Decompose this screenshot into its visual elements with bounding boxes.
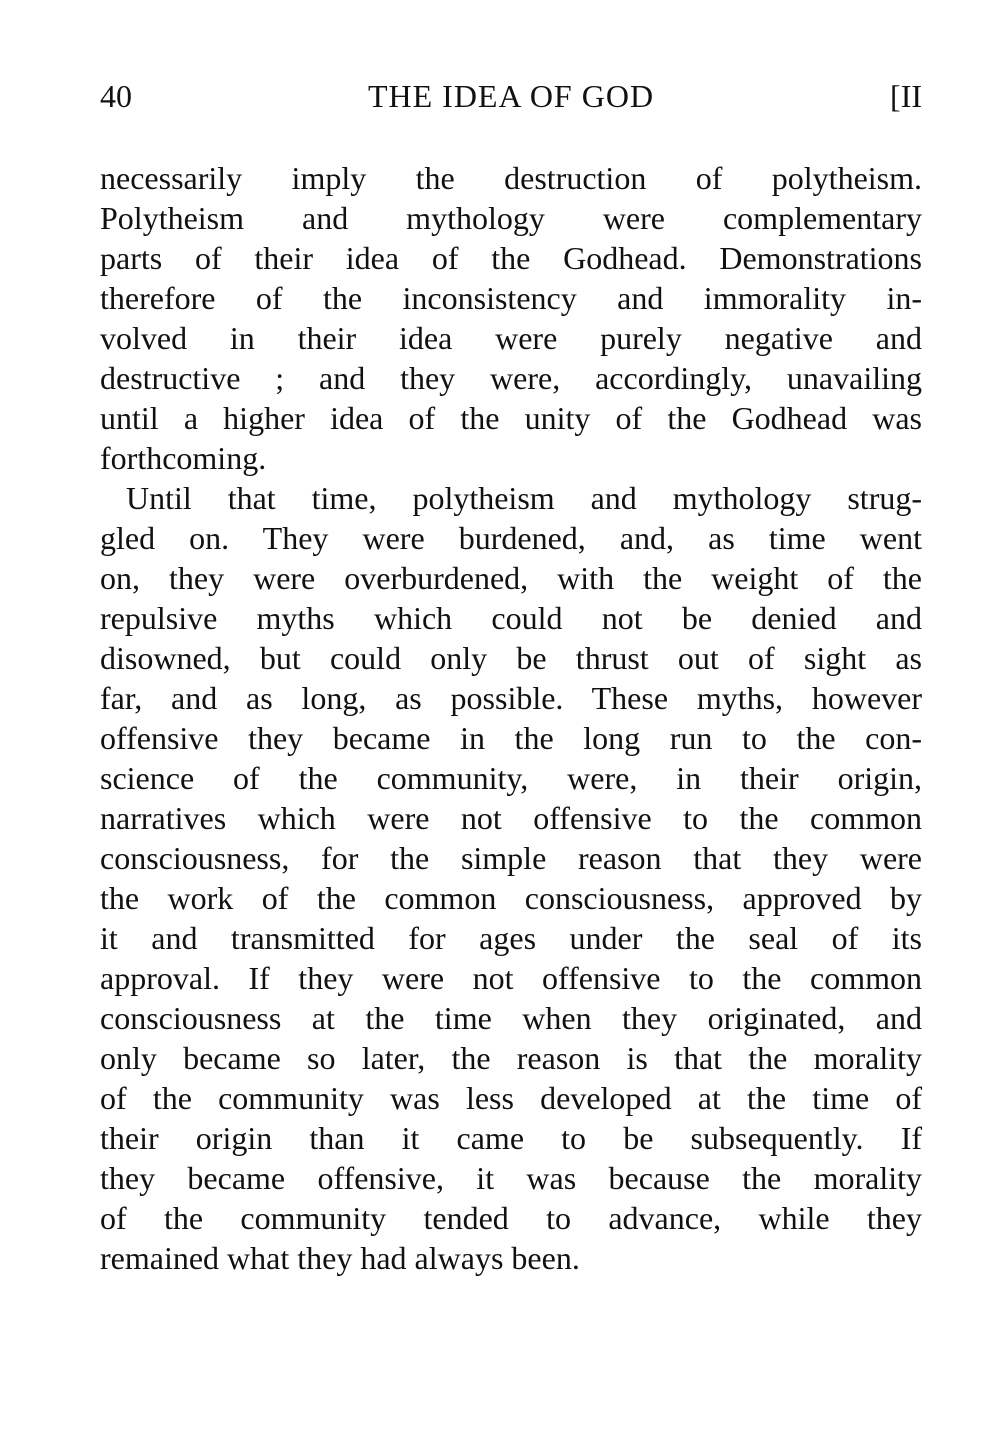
text-line: forthcoming. — [100, 440, 267, 476]
text-line: it and transmitted for ages under the seal of its — [100, 920, 922, 956]
paragraph — [100, 158, 922, 478]
text-line: until a higher idea of the unity of the Godhead was — [100, 400, 922, 436]
running-header — [100, 78, 922, 122]
paragraph — [100, 478, 922, 1278]
text-line: remained what they had always been. — [100, 1240, 580, 1276]
text-line: far, and as long, as possible. These myths, however — [100, 680, 922, 716]
text-line: volved in their idea were purely negative and — [100, 320, 922, 356]
chapter-marker: [II — [890, 78, 922, 114]
text-line: consciousness, for the simple reason that they were — [100, 840, 922, 876]
text-line: therefore of the inconsistency and immorality in- — [100, 280, 922, 316]
text-line: Until that time, polytheism and mythology strug- — [126, 480, 922, 516]
text-line: the work of the common consciousness, approved by — [100, 880, 922, 916]
text-line: consciousness at the time when they originated, and — [100, 1000, 922, 1036]
text-line: gled on. They were burdened, and, as time went — [100, 520, 922, 556]
text-line: narratives which were not offensive to the common — [100, 800, 922, 836]
text-line: necessarily imply the destruction of polytheism. — [100, 160, 922, 196]
text-line: Polytheism and mythology were complementary — [100, 200, 922, 236]
text-line: science of the community, were, in their origin, — [100, 760, 922, 796]
text-line: repulsive myths which could not be denied and — [100, 600, 922, 636]
running-title: THE IDEA OF GOD — [367, 78, 655, 114]
text-line: offensive they became in the long run to the con- — [100, 720, 922, 756]
text-line: on, they were overburdened, with the weight of the — [100, 560, 922, 596]
text-line: only became so later, the reason is that the morality — [100, 1040, 922, 1076]
text-line: approval. If they were not offensive to the common — [100, 960, 922, 996]
text-line: of the community was less developed at the time of — [100, 1080, 922, 1116]
text-line: they became offensive, it was because the morality — [100, 1160, 922, 1196]
text-line: disowned, but could only be thrust out of sight as — [100, 640, 922, 676]
page-body — [100, 158, 922, 1278]
text-line: parts of their idea of the Godhead. Demonstrations — [100, 240, 922, 276]
text-line: of the community tended to advance, while they — [100, 1200, 922, 1236]
text-line: destructive ; and they were, accordingly, unavailing — [100, 360, 922, 396]
text-line: their origin than it came to be subsequently. If — [100, 1120, 922, 1156]
page-number: 40 — [100, 78, 132, 114]
